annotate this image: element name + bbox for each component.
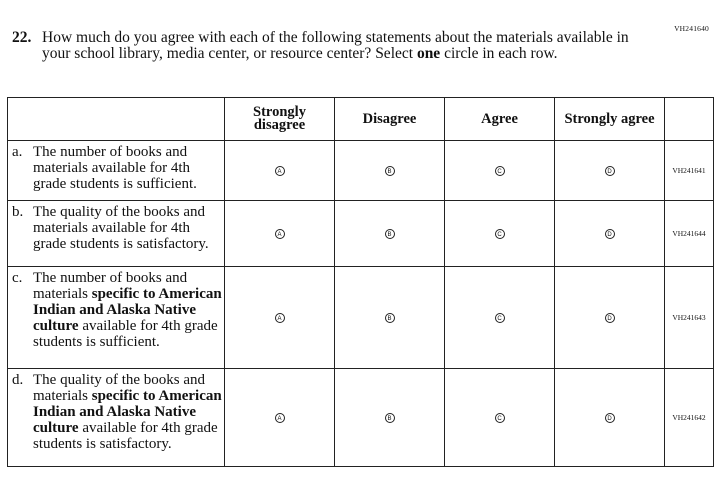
option-cell <box>225 369 335 467</box>
radio-strongly-disagree-a[interactable]: A <box>275 166 285 176</box>
option-cell <box>445 267 555 369</box>
question-emphasis: one <box>416 44 441 62</box>
statement-letter: c. <box>12 270 23 286</box>
option-cell <box>335 141 445 201</box>
header-strongly-agree: Strongly agree <box>555 98 665 141</box>
header-code-blank <box>665 98 714 141</box>
radio-disagree-d[interactable]: B <box>385 413 395 423</box>
option-cell <box>555 201 665 267</box>
question-prompt <box>12 29 652 62</box>
radio-strongly-agree-d[interactable]: D <box>605 413 615 423</box>
statement-cell <box>8 369 225 467</box>
question-number: 22. <box>12 29 32 46</box>
radio-strongly-disagree-b[interactable]: A <box>275 229 285 239</box>
option-cell <box>335 267 445 369</box>
statement-letter: a. <box>12 144 23 160</box>
header-strongly-disagree: Strongly disagree <box>225 98 335 141</box>
radio-agree-d[interactable]: C <box>495 413 505 423</box>
radio-disagree-a[interactable]: B <box>385 166 395 176</box>
statement-text: The number of books and materials specific to American Indian and Alaska Native culture available for 4th grade students is sufficient. <box>33 270 222 350</box>
option-cell <box>225 201 335 267</box>
radio-agree-b[interactable]: C <box>495 229 505 239</box>
option-cell <box>335 201 445 267</box>
radio-strongly-agree-b[interactable]: D <box>605 229 615 239</box>
statement-row-a <box>8 141 714 201</box>
option-cell <box>445 141 555 201</box>
header-disagree: Disagree <box>335 98 445 141</box>
statement-text: The quality of the books and materials specific to American Indian and Alaska Native culture available for 4th grade students is satisfactory. <box>33 372 222 452</box>
header-row <box>8 98 714 141</box>
statement-row-b <box>8 201 714 267</box>
radio-strongly-agree-c[interactable]: D <box>605 313 615 323</box>
statement-text: The number of books and materials available for 4th grade students is sufficient. <box>33 144 197 192</box>
row-item-code: VH241641 <box>665 141 714 201</box>
statement-text: The quality of the books and materials available for 4th grade students is satisfactory. <box>33 204 209 252</box>
header-agree: Agree <box>445 98 555 141</box>
radio-disagree-c[interactable]: B <box>385 313 395 323</box>
question-text: How much do you agree with each of the following statements about the materials available in your school library, media center, or resource center? Select one circle in each row. <box>42 29 629 62</box>
radio-agree-a[interactable]: C <box>495 166 505 176</box>
row-item-code: VH241644 <box>665 201 714 267</box>
row-item-code: VH241643 <box>665 267 714 369</box>
statement-row-d <box>8 369 714 467</box>
option-cell <box>555 267 665 369</box>
radio-strongly-disagree-c[interactable]: A <box>275 313 285 323</box>
statement-cell <box>8 201 225 267</box>
statement-cell <box>8 267 225 369</box>
option-cell <box>445 201 555 267</box>
option-cell <box>225 267 335 369</box>
option-cell <box>555 369 665 467</box>
option-cell <box>555 141 665 201</box>
statement-cell <box>8 141 225 201</box>
row-item-code: VH241642 <box>665 369 714 467</box>
statement-letter: d. <box>12 372 24 388</box>
option-cell <box>445 369 555 467</box>
radio-strongly-agree-a[interactable]: D <box>605 166 615 176</box>
header-blank <box>8 98 225 141</box>
option-cell <box>225 141 335 201</box>
radio-strongly-disagree-d[interactable]: A <box>275 413 285 423</box>
response-grid <box>7 97 714 467</box>
statement-letter: b. <box>12 204 24 220</box>
radio-disagree-b[interactable]: B <box>385 229 395 239</box>
item-code: VH241640 <box>674 24 709 33</box>
radio-agree-c[interactable]: C <box>495 313 505 323</box>
statement-row-c <box>8 267 714 369</box>
option-cell <box>335 369 445 467</box>
